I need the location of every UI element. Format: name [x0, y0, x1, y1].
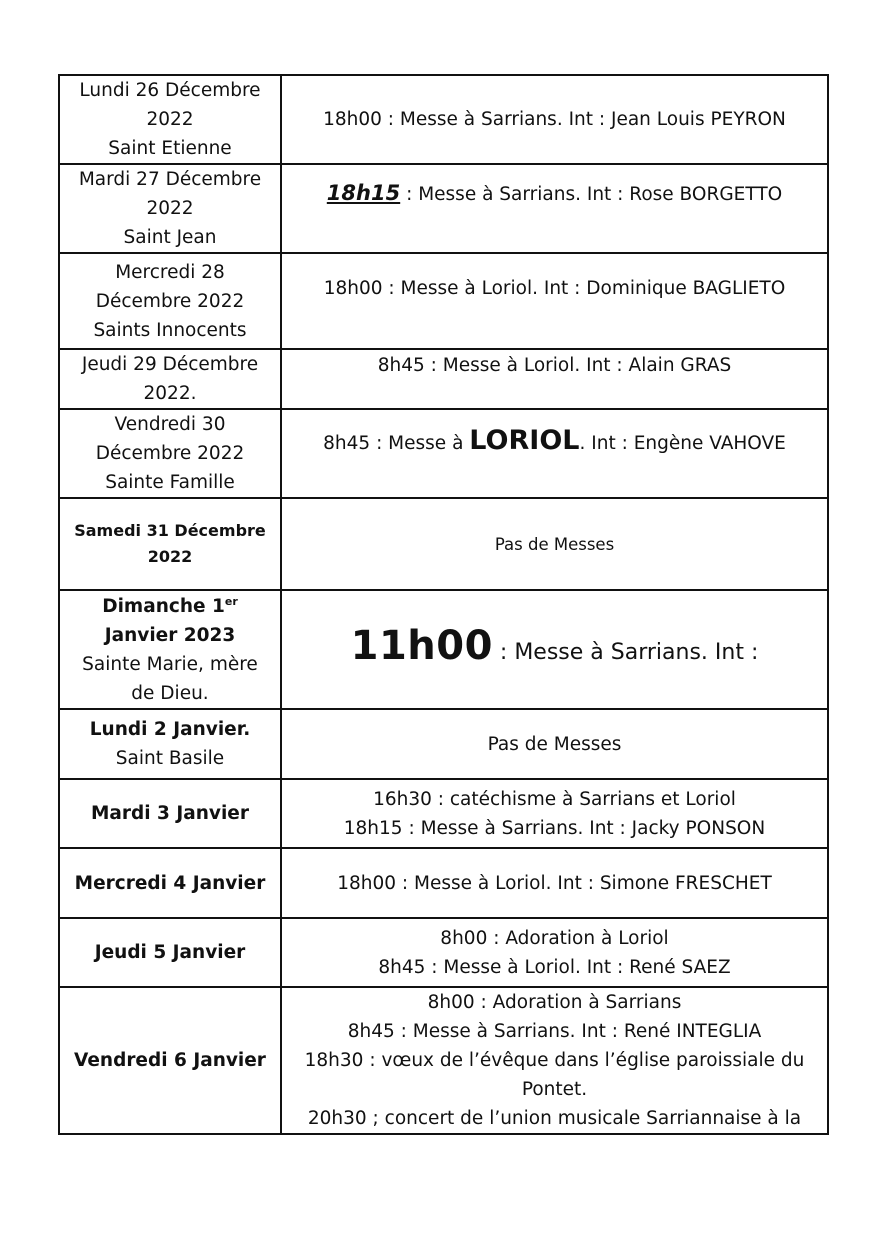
event-line: 18h00 : Messe à Loriol. Int : Simone FRESCHET	[337, 872, 772, 894]
saint-name: Sainte Famille	[105, 472, 235, 493]
day-cell	[59, 253, 281, 349]
event-line: Pas de Messes	[487, 733, 622, 755]
day-cell	[59, 848, 281, 918]
saint-name: Sainte Marie, mère	[82, 653, 258, 675]
event-line: 16h30 : catéchisme à Sarrians et Loriol	[373, 788, 736, 810]
event-line: 8h45 : Messe à Sarrians. Int : René INTEGLIA	[347, 1021, 762, 1042]
event-text: : Messe à Sarrians. Int :	[492, 639, 759, 665]
mass-schedule-table	[58, 74, 829, 1135]
day-line: Vendredi 30	[114, 414, 226, 435]
day-line: Jeudi 29 Décembre	[81, 354, 259, 375]
day-cell	[59, 590, 281, 709]
event-text: 8h45 : Messe à	[323, 433, 470, 454]
day-line: Mercredi 4 Janvier	[74, 872, 266, 894]
event-line: 8h00 : Adoration à Sarrians	[427, 992, 682, 1013]
event-line: 18h30 : vœux de l’évêque dans l’église paroissiale du	[304, 1050, 805, 1071]
event-line	[288, 426, 821, 458]
schedule-row	[59, 779, 828, 848]
day-cell	[59, 409, 281, 498]
day-cell	[59, 987, 281, 1134]
day-line: Mardi 27 Décembre	[78, 169, 262, 190]
event-text: : Messe à Sarrians. Int : Rose BORGETTO	[400, 184, 783, 205]
day-line: Mercredi 28	[115, 261, 225, 283]
event-line: 8h00 : Adoration à Loriol	[440, 927, 669, 949]
day-line: Janvier 2023	[104, 624, 236, 646]
event-line: 20h30 ; concert de l’union musicale Sarriannaise à la	[307, 1108, 802, 1129]
events-cell	[281, 75, 828, 164]
events-cell	[281, 409, 828, 498]
events-cell	[281, 848, 828, 918]
events-cell	[281, 498, 828, 590]
day-cell	[59, 779, 281, 848]
day-line: Jeudi 5 Janvier	[94, 942, 246, 963]
events-cell	[281, 987, 828, 1134]
event-line: 8h45 : Messe à Loriol. Int : Alain GRAS	[377, 355, 732, 376]
day-line	[66, 592, 274, 621]
events-cell	[281, 253, 828, 349]
day-cell	[59, 709, 281, 779]
schedule-row	[59, 590, 828, 709]
events-cell	[281, 590, 828, 709]
day-line: 2022.	[143, 383, 197, 404]
events-cell	[281, 709, 828, 779]
day-cell	[59, 75, 281, 164]
schedule-row	[59, 409, 828, 498]
event-time: 18h15	[326, 181, 401, 205]
day-cell	[59, 349, 281, 409]
day-cell	[59, 498, 281, 590]
events-cell	[281, 164, 828, 253]
day-text: Dimanche 1	[102, 595, 225, 617]
event-time: 11h00	[350, 622, 493, 669]
events-cell	[281, 349, 828, 409]
day-line: Lundi 26 Décembre	[79, 80, 261, 101]
saint-name: Saint Jean	[123, 227, 217, 248]
schedule-row	[59, 848, 828, 918]
schedule-row	[59, 253, 828, 349]
day-line: Décembre 2022	[95, 290, 245, 312]
day-ordinal: er	[224, 594, 238, 608]
event-line: Pontet.	[521, 1079, 588, 1100]
schedule-row	[59, 164, 828, 253]
saint-name: Saints Innocents	[93, 319, 247, 341]
events-cell	[281, 918, 828, 987]
day-line: Mardi 3 Janvier	[91, 803, 249, 824]
events-cell	[281, 779, 828, 848]
day-line: Décembre 2022	[95, 443, 245, 464]
event-line: Pas de Messes	[494, 534, 615, 554]
schedule-row	[59, 349, 828, 409]
schedule-row	[59, 987, 828, 1134]
day-cell	[59, 164, 281, 253]
event-line: 18h00 : Messe à Sarrians. Int : Jean Louis PEYRON	[323, 109, 786, 130]
event-line	[288, 622, 821, 669]
saint-name: Saint Basile	[115, 748, 225, 769]
day-line: 2022	[146, 109, 194, 130]
event-place: LORIOL	[469, 425, 580, 456]
day-line: 2022	[147, 547, 193, 566]
saint-name: de Dieu.	[131, 682, 209, 704]
event-line: 18h00 : Messe à Loriol. Int : Dominique BAGLIETO	[323, 278, 786, 299]
schedule-row	[59, 918, 828, 987]
schedule-row	[59, 709, 828, 779]
event-line: 8h45 : Messe à Loriol. Int : René SAEZ	[378, 956, 731, 978]
saint-name: Saint Etienne	[108, 138, 232, 159]
day-line: Lundi 2 Janvier.	[89, 719, 251, 740]
event-line	[288, 179, 821, 209]
event-line: 18h15 : Messe à Sarrians. Int : Jacky PONSON	[343, 817, 766, 839]
schedule-row	[59, 498, 828, 590]
event-text: . Int : Engène VAHOVE	[579, 433, 786, 454]
schedule-row	[59, 75, 828, 164]
day-line: Vendredi 6 Janvier	[74, 1050, 266, 1071]
day-line: Samedi 31 Décembre	[74, 521, 266, 540]
day-line: 2022	[146, 198, 194, 219]
day-cell	[59, 918, 281, 987]
